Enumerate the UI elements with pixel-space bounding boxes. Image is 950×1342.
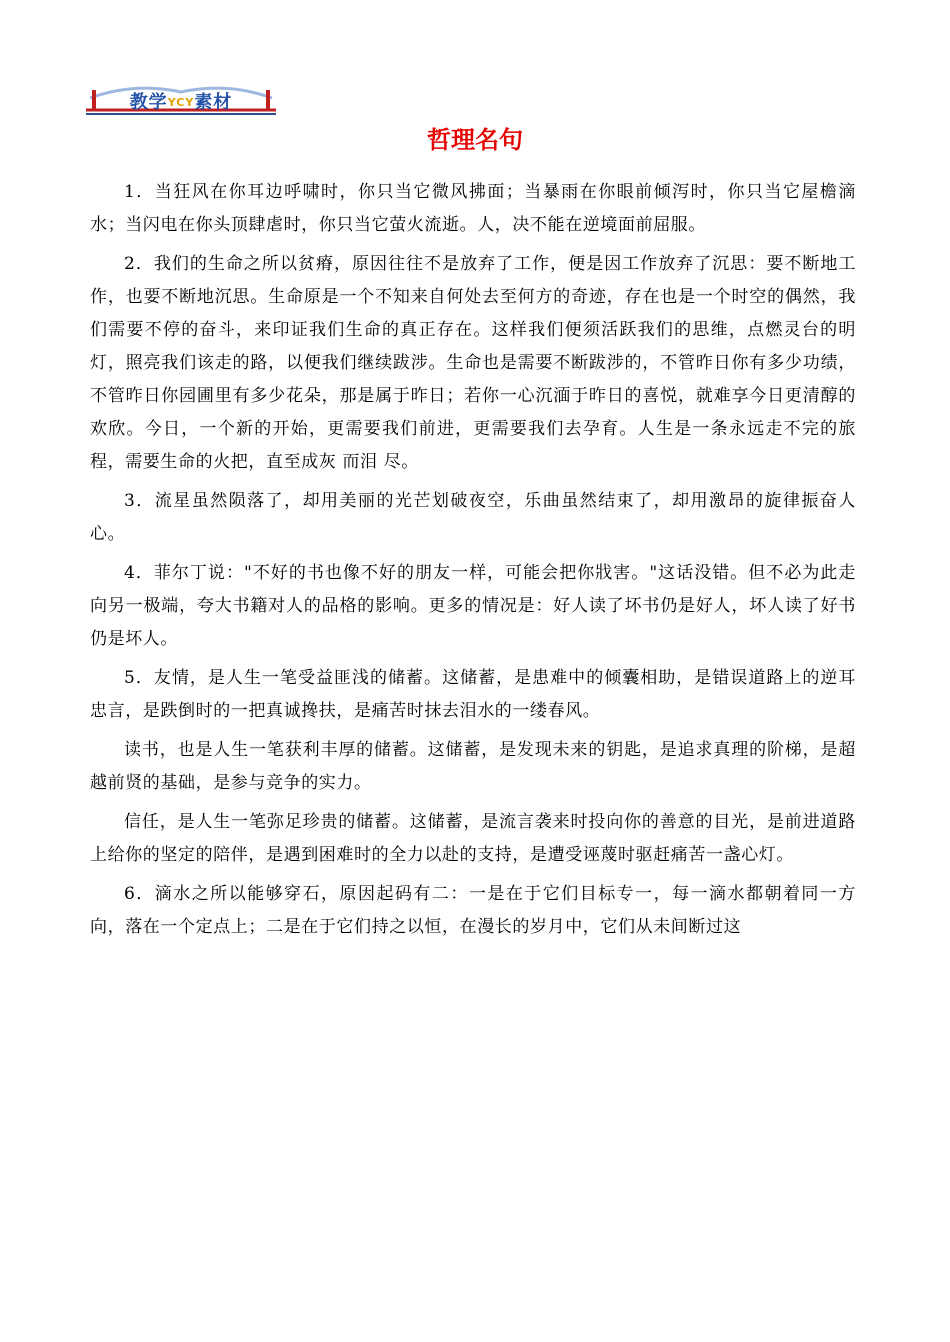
logo-left: 教学 — [129, 92, 168, 113]
paragraph-5b: 读书，也是人生一笔获利丰厚的储蓄。这储蓄，是发现未来的钥匙，是追求真理的阶梯，是超越前贤的基础，是参与竞争的实力。 — [90, 740, 856, 793]
paragraph-4: 4．菲尔丁说："不好的书也像不好的朋友一样，可能会把你戕害。"这话没错。但不必为此走向另一极端，夸大书籍对人的品格的影响。更多的情况是：好人读了坏书仍是好人，坏人读了好书仍是坏人。 — [90, 563, 856, 649]
logo-right: 素材 — [194, 92, 233, 113]
paragraph-3: 3．流星虽然陨落了，却用美丽的光芒划破夜空，乐曲虽然结束了，却用激昂的旋律振奋人心。 — [90, 491, 856, 544]
logo-mid: YCY — [167, 96, 195, 109]
paragraph-1: 1．当狂风在你耳边呼啸时，你只当它微风拂面；当暴雨在你眼前倾泻时，你只当它屋檐滴水；当闪电在你头顶肆虐时，你只当它萤火流逝。人，决不能在逆境面前屈服。 — [90, 182, 856, 235]
logo — [86, 80, 276, 116]
logo-text — [86, 88, 276, 114]
paragraph-6: 6．滴水之所以能够穿石，原因起码有二：一是在于它们目标专一，每一滴水都朝着同一方向，落在一个定点上；二是在于它们持之以恒，在漫长的岁月中，它们从未间断过这 — [90, 884, 856, 937]
document-body — [90, 176, 856, 950]
paragraph-2: 2．我们的生命之所以贫瘠，原因往往不是放弃了工作，便是因工作放弃了沉思：要不断地工作，也要不断地沉思。生命原是一个不知来自何处去至何方的奇迹，存在也是一个时空的偶然，我们需要不停的奋斗，来印证我们生命的真正存在。这样我们便须活跃我们的思维，点燃灵台的明灯，照亮我们该走的路，以便我们继续跋涉。生命也是需要不断跋涉的，不管昨日你有多少功绩，不管昨日你园圃里有多少花朵，那是属于昨日；若你一心沉湎于昨日的喜悦，就难享今日更清醇的欢欣。今日，一个新的开始，更需要我们前进，更需要我们去孕育。人生是一条永远走不完的旅程，需要生命的火把，直至成灰 而泪 尽。 — [90, 254, 856, 472]
paragraph-5c: 信任，是人生一笔弥足珍贵的储蓄。这储蓄，是流言袭来时投向你的善意的目光，是前进道路上给你的坚定的陪伴，是遇到困难时的全力以赴的支持，是遭受诬蔑时驱赶痛苦一盏心灯。 — [90, 812, 856, 865]
paragraph-5: 5．友情，是人生一笔受益匪浅的储蓄。这储蓄，是患难中的倾囊相助，是错误道路上的逆耳忠言，是跌倒时的一把真诚搀扶，是痛苦时抹去泪水的一缕春风。 — [90, 668, 856, 721]
page-title: 哲理名句 — [427, 126, 523, 154]
